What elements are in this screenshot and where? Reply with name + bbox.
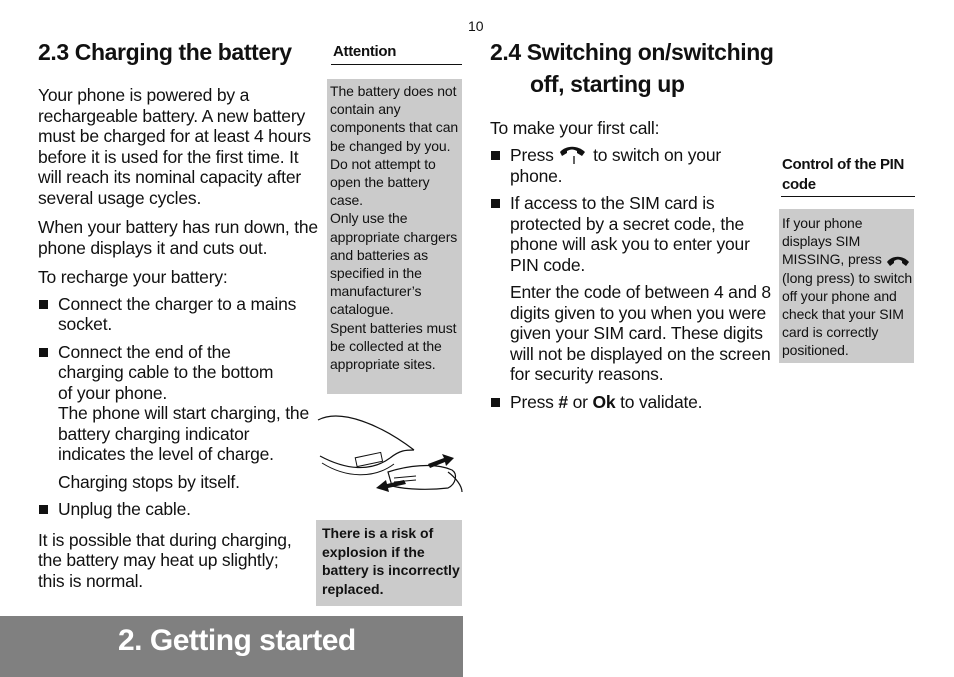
pin-control-text-after: (long press) to switch off your phone and check that your SIM card is correctly positioned. [782,269,913,359]
press-word: Press [510,144,554,165]
attention-line: The battery does not contain any components that can be changed by you. [330,83,459,154]
explosion-warning-text: There is a risk of explosion if the battery is incorrectly replaced. [322,525,460,597]
attention-box [327,79,462,394]
attention-line: Do not attempt to open the battery case. [330,155,436,209]
switching-title-line-1: 2.4 Switching on/switching [490,39,774,65]
pin-control-text-before: If your phone displays SIM MISSING, press [782,215,882,268]
charging-step-2: Connect the end of the charging cable to the bottom of your phone. [38,342,288,404]
charging-run-down: When your battery has run down, the phone displays it and cuts out. [38,217,318,258]
hash-key-label: # [558,391,568,412]
end-call-icon [886,254,910,268]
attention-heading: Attention [333,43,397,60]
charging-step-1: Connect the charger to a mains socket. [38,294,308,335]
switch-on-step [490,145,750,187]
charging-intro: Your phone is powered by a rechargeable battery. A new battery must be charged for at least 4 hours before it is used for the first time. It will reach its nominal capacity after several usage cycles. [38,85,311,208]
pin-control-rule [781,196,915,197]
validate-or-word: or [572,391,588,412]
explosion-warning-box [316,520,462,606]
attention-line: Only use the appropriate chargers and batteries as specified in the manufacturer’s catalogue. [330,210,458,318]
code-info: Enter the code of between 4 and 8 digits given to you when you were given your SIM card. These digits will not be displayed on the screen for security reasons. [510,282,771,385]
press-suffix: to switch on your phone. [510,144,721,186]
attention-line: Spent batteries must be collected at the appropriate sites. [330,319,457,373]
charging-heat-note: It is possible that during charging, the battery may heat up slightly; this is normal. [38,529,292,591]
section-title-switching [490,36,774,100]
switching-title-line-2: off, starting up [530,71,685,97]
charger-plug-illustration [316,400,464,500]
chapter-title: 2. Getting started [118,624,356,657]
pin-control-box [779,209,914,363]
sim-access-step: If access to the SIM card is protected by a secret code, the phone will ask you to enter your PIN code. [490,193,760,275]
pin-control-heading: Control of the PIN code [782,156,905,193]
chapter-banner [0,616,463,677]
section-switching-body [490,118,770,419]
phone-handset-icon [558,146,588,166]
charging-step-2-note: The phone will start charging, the battery charging indicator indicates the level of charge. [58,403,309,464]
charging-step-2-stop: Charging stops by itself. [58,471,240,492]
ok-key-label: Ok [592,391,616,412]
validate-press-word: Press [510,391,554,412]
charging-recharge-label: To recharge your battery: [38,267,228,287]
first-call-label: To make your first call: [490,118,660,138]
page-number: 10 [468,18,484,34]
validate-step [490,392,770,413]
section-charging-body [38,85,318,600]
section-title-charging: 2.3 Charging the battery [38,39,292,65]
charging-step-3: Unplug the cable. [38,499,318,520]
validate-suffix: to validate. [620,391,703,412]
attention-rule [331,64,462,65]
